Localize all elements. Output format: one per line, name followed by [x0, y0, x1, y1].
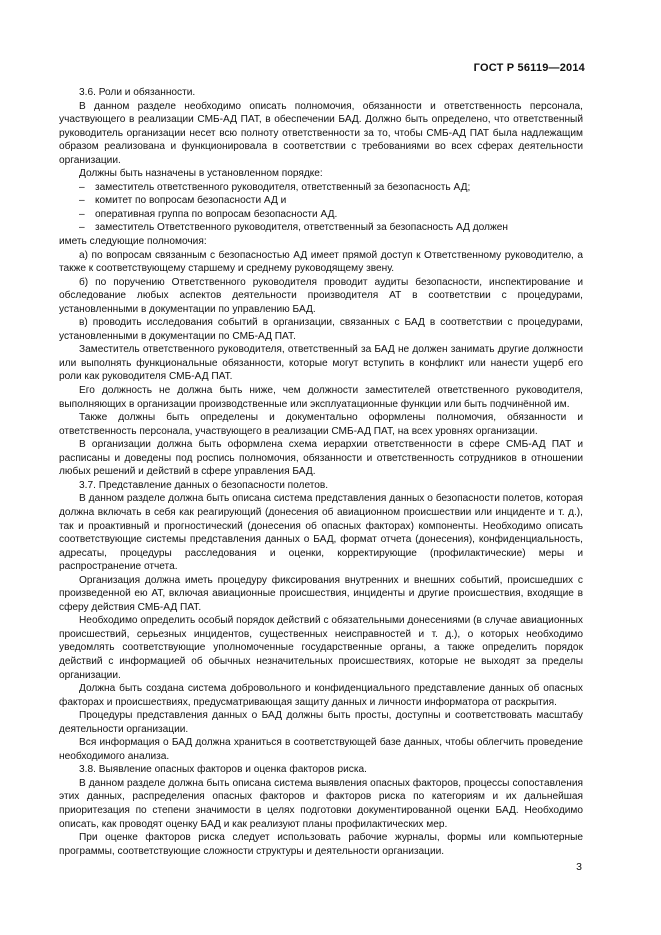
- document-id-header: ГОСТ Р 56119—2014: [473, 62, 585, 74]
- section-3-8-heading: 3.8. Выявление опасных факторов и оценка факторов риска.: [79, 764, 367, 776]
- list-dash: –: [79, 195, 85, 207]
- paragraph: Необходимо определить особый порядок действий с обязательными донесениями (в случае авиационных происшествий, серьезных инцидентов, существенных неисправностей и т. д.), о которых необходимо уведомлять соответствующие уполномоченные государственные органы, а также определить порядок действий с информацией об обычных незначительных происшествиях, которые не выходят за пределы организации.: [59, 615, 583, 681]
- paragraph: В данном разделе должна быть описана система представления данных о безопасности полетов, которая должна включать в себя как реагирующий (донесения об авиационном происшествии или инциденте и т. д.), так и проактивный и прогностический (донесения об опасных факторах) компоненты. Необходимо описать соответствующие системы представления данных о БАД, формат отчета (донесения), конфиденциальность, адресаты, процедуры расследования и оценки, корректирующие (профилактические) меры и распространение отчета.: [59, 493, 583, 573]
- list-item: [59, 221, 583, 235]
- list-item: [59, 194, 583, 208]
- section-3-7-heading: 3.7. Представление данных о безопасности полетов.: [79, 479, 329, 491]
- list-dash: –: [79, 181, 85, 193]
- paragraph: Процедуры представления данных о БАД должны быть просты, доступны и соответствовать масштабу деятельности организации.: [59, 710, 583, 735]
- list-item-text: заместитель ответственного руководителя, ответственный за безопасность АД;: [95, 181, 471, 193]
- paragraph: Должны быть назначены в установленном порядке:: [79, 168, 323, 180]
- list-continuation: иметь следующие полномочия:: [59, 236, 207, 248]
- paragraph: Организация должна иметь процедуру фиксирования внутренних и внешних событий, происшедших с произведенной ею АТ, включая авиационные происшествия, инциденты и другие происшествия, входящие в сферу действия СМБ-АД ПАТ.: [59, 574, 583, 613]
- paragraph: Должна быть создана система добровольного и конфиденциального представление данных об опасных факторах и происшествиях, предусматривающая защиту данных и личности информатора от раскрытия.: [59, 683, 583, 708]
- paragraph: Вся информация о БАД должна храниться в соответствующей базе данных, чтобы облегчить проведение необходимого анализа.: [59, 737, 583, 762]
- paragraph-v: в) проводить исследования событий в организации, связанных с БАД в соответствии с процедурами, установленными в документации по СМБ-АД ПАТ.: [59, 317, 583, 342]
- list-dash: –: [79, 222, 85, 234]
- list-dash: –: [79, 208, 85, 220]
- paragraph: В организации должна быть оформлена схема иерархии ответственности в сфере СМБ-АД ПАТ и расписаны и доведены под роспись полномочия, обязанности и ответственность сотрудников в отношении любых решений и действий в сфере управления БАД.: [59, 439, 583, 478]
- section-3-6-heading: 3.6. Роли и обязанности.: [79, 87, 196, 98]
- document-body: [59, 86, 583, 858]
- list-item-text: оперативная группа по вопросам безопасности АД.: [95, 208, 338, 220]
- paragraph: В данном разделе должна быть описана система выявления опасных факторов, процессы сопоставления этих данных, распределения опасных факторов и факторов риска по категориям и их дальнейшая приоритезация по степени значимости в целях подготовки документированной оценки БАД. Необходимо описать, как проводят оценку БАД и как реализуют планы профилактических мер.: [59, 777, 583, 830]
- paragraph: В данном разделе необходимо описать полномочия, обязанности и ответственность персонала, участвующего в реализации СМБ-АД ПАТ, в обеспечении БАД. Должно быть определено, что ответственный руководитель организации несет всю полноту ответственности за то, чтобы СМБ-АД ПАТ была надлежащим образом реализована и функционировала в соответствии с требованиями во всех сферах деятельности организации.: [59, 100, 583, 166]
- paragraph: При оценке факторов риска следует использовать рабочие журналы, формы или компьютерные программы, соответствующие сложности структуры и деятельности организации.: [59, 832, 583, 857]
- list-item-text: заместитель Ответственного руководителя, ответственный за безопасность АД должен: [95, 222, 508, 234]
- page-number: 3: [576, 861, 582, 873]
- paragraph: Его должность не должна быть ниже, чем должности заместителей ответственного руководителя, выполняющих в организации производственные или эксплуатационные функции или быть подчинённой им.: [59, 385, 583, 410]
- paragraph-a: а) по вопросам связанным с безопасностью АД имеет прямой доступ к Ответственному руководителю, а также к соответствующему старшему и среднему руководящему звену.: [59, 249, 583, 275]
- paragraph-b: б) по поручению Ответственного руководителя проводит аудиты безопасности, инспектирование и обследование любых аспектов деятельности производителя АТ в соответствии с процедурами, установленными в документации по управлению БАД.: [59, 276, 583, 315]
- paragraph: Заместитель ответственного руководителя, ответственный за БАД не должен занимать другие должности или выполнять функциональные обязанности, которые могут вступить в конфликт или нанести ущерб его роли как руководителя СМБ-АД ПАТ.: [59, 344, 583, 383]
- paragraph: Также должны быть определены и документально оформлены полномочия, обязанности и ответственность персонала, участвующего в реализации СМБ-АД ПАТ, на всех уровнях организации.: [59, 412, 583, 437]
- list-item: [59, 208, 583, 222]
- list-item: [59, 181, 583, 195]
- list-item-text: комитет по вопросам безопасности АД и: [95, 195, 287, 207]
